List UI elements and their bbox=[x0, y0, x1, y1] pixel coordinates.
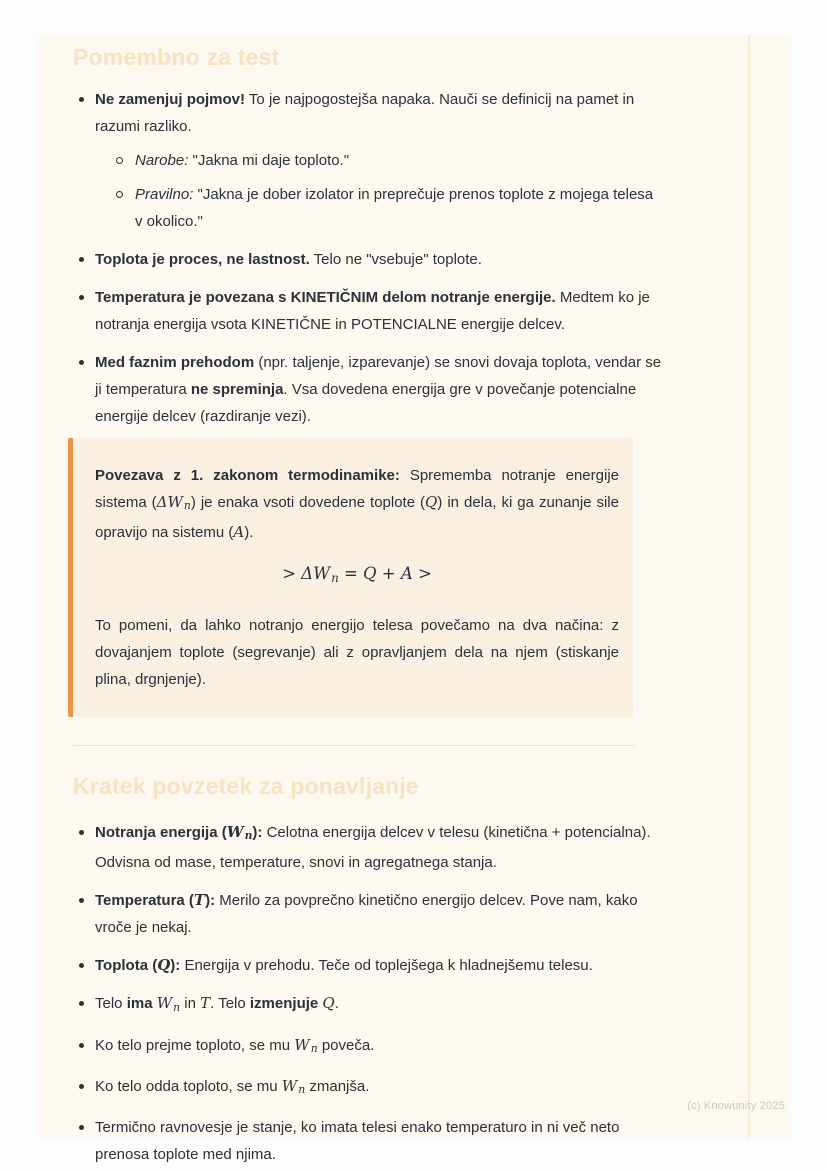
important-notes-list bbox=[73, 86, 663, 430]
thermodynamics-callout bbox=[68, 438, 633, 717]
formula-first-law: > ΔWn = Q + A > bbox=[282, 564, 432, 585]
list-item: Ne zamenjuj pojmov! To je najpogostejša napaka. Nauči se definicij na pamet in razumi razliko. Narobe: "Jakna mi daje toploto." Pravilno: "Jakna je dober izolator in preprečuje prenos toplote z mojega telesa v okolico." bbox=[73, 86, 663, 235]
copyright-watermark: (c) Knowunity 2025 bbox=[687, 1100, 785, 1112]
list-item: Telo ima Wn in T. Telo izmenjuje Q. bbox=[73, 990, 663, 1020]
summary-list bbox=[73, 819, 663, 1169]
sub-list-item: Pravilno: "Jakna je dober izolator in preprečuje prenos toplote z mojega telesa v okolico." bbox=[113, 181, 663, 235]
section-title-kratek-povzetek: Kratek povzetek za ponavljanje bbox=[73, 772, 420, 799]
list-item: Ko telo prejme toploto, se mu Wn poveča. bbox=[73, 1032, 663, 1062]
list-item: Med faznim prehodom (npr. taljenje, izparevanje) se snovi dovaja toplota, vendar se ji temperatura ne spreminja. Vsa dovedena energija gre v povečanje potencialne energije delcev (razdiranje vezi). bbox=[73, 349, 663, 430]
sub-list-item: Narobe: "Jakna mi daje toploto." bbox=[113, 147, 663, 174]
callout-paragraph-conclusion: To pomeni, da lahko notranjo energijo telesa povečamo na dva načina: z dovajanjem toplote (segrevanje) ali z opravljanjem dela na njem (stiskanje plina, drgnjenje). bbox=[95, 616, 619, 688]
list-item: Termično ravnovesje je stanje, ko imata telesi enako temperaturo in ni več neto prenosa toplote med njima. bbox=[73, 1114, 663, 1168]
list-item: Toplota je proces, ne lastnost. Telo ne "vsebuje" toplote. bbox=[73, 246, 663, 273]
note-content bbox=[40, 35, 790, 1168]
list-item: Ko telo odda toploto, se mu Wn zmanjša. bbox=[73, 1073, 663, 1103]
list-item: Toplota (Q): Energija v prehodu. Teče od toplejšega k hladnejšemu telesu. bbox=[73, 952, 663, 979]
note-sheet bbox=[40, 35, 790, 1164]
list-item: Notranja energija (Wn): Celotna energija delcev v telesu (kinetična + potencialna). Odvisna od mase, temperature, snovi in agregatnega stanja. bbox=[73, 819, 663, 876]
section-title-pomembno-za-test: Pomembno za test bbox=[73, 44, 280, 70]
list-item: Temperatura (T): Merilo za povprečno kinetično energijo delcev. Pove nam, kako vroče je nekaj. bbox=[73, 887, 663, 941]
sub-list bbox=[113, 147, 663, 235]
section-divider bbox=[73, 745, 635, 746]
list-item: Temperatura je povezana s KINETIČNIM delom notranje energije. Medtem ko je notranja energija vsota KINETIČNE in POTENCIALNE energije delcev. bbox=[73, 284, 663, 338]
callout-paragraph-intro: Povezava z 1. zakonom termodinamike: Sprememba notranje energije sistema (ΔWn) je enaka vsoti dovedene toplote (Q) in dela, ki ga zunanje sile opravijo na sistemu (A). bbox=[95, 467, 619, 542]
